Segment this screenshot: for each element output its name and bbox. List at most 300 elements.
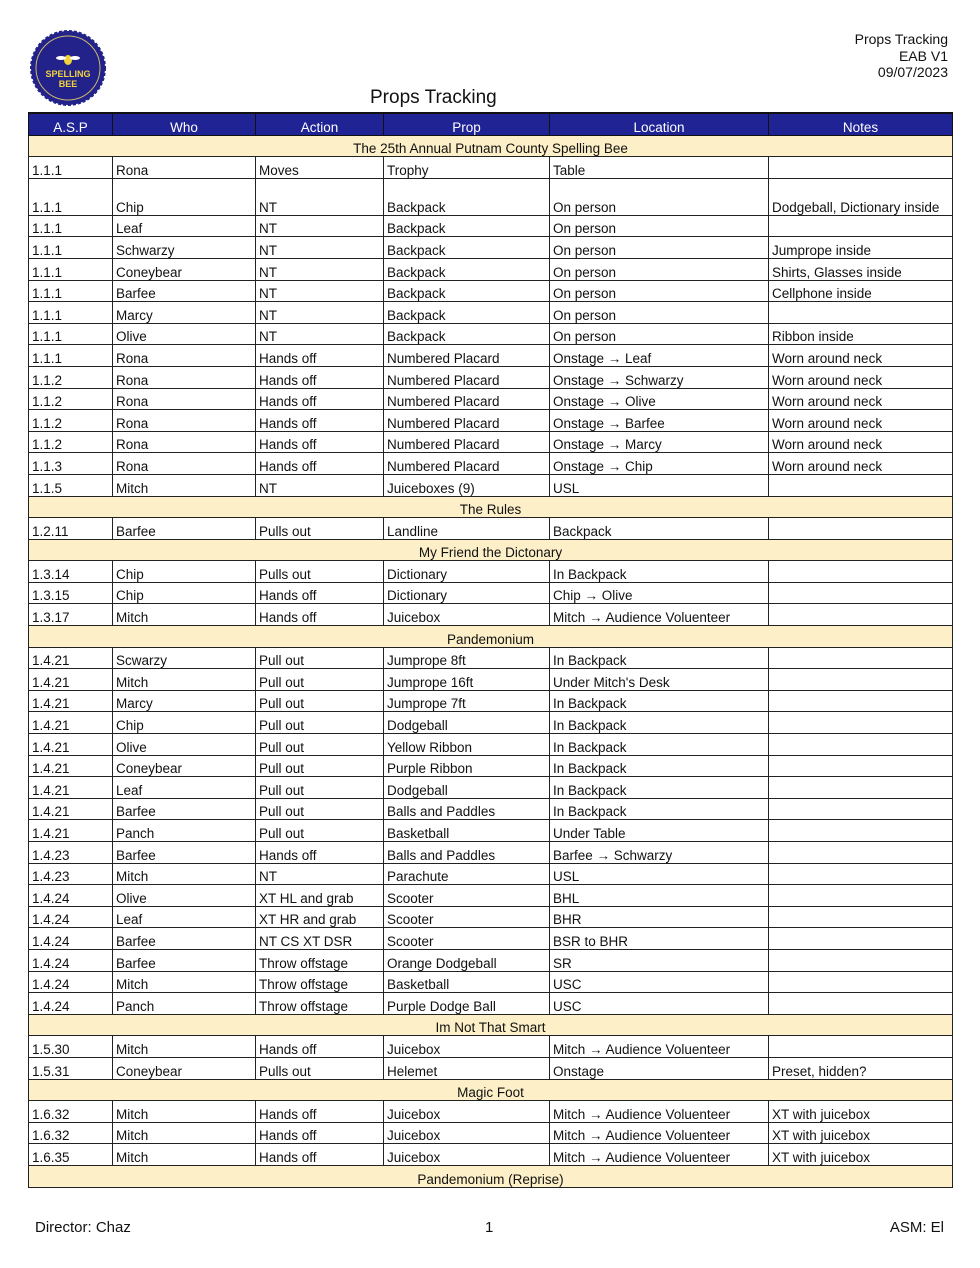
cell-location: USC <box>550 971 769 993</box>
cell-action: NT <box>256 474 384 496</box>
cell-notes <box>769 755 953 777</box>
cell-action: NT <box>256 215 384 237</box>
cell-action: XT HR and grab <box>256 906 384 928</box>
cell-who: Panch <box>113 820 256 842</box>
cell-action: Hands off <box>256 431 384 453</box>
table-row <box>29 1122 953 1144</box>
cell-location: Mitch → Audience Voluenteer <box>550 1122 769 1144</box>
cell-location: In Backpack <box>550 755 769 777</box>
cell-who: Olive <box>113 734 256 756</box>
section-title: My Friend the Dictonary <box>29 539 953 561</box>
cell-prop: Backpack <box>384 237 550 259</box>
cell-notes <box>769 712 953 734</box>
cell-action: Pull out <box>256 690 384 712</box>
cell-location: Chip → Olive <box>550 582 769 604</box>
table-row <box>29 178 953 215</box>
section-row <box>29 1165 953 1187</box>
cell-asp: 1.6.35 <box>29 1144 113 1166</box>
cell-prop: Backpack <box>384 280 550 302</box>
cell-notes <box>769 734 953 756</box>
cell-who: Leaf <box>113 906 256 928</box>
cell-action: Hands off <box>256 582 384 604</box>
table-row <box>29 863 953 885</box>
cell-prop: Scooter <box>384 928 550 950</box>
cell-action: NT <box>256 323 384 345</box>
cell-prop: Numbered Placard <box>384 345 550 367</box>
cell-notes <box>769 777 953 799</box>
cell-notes <box>769 582 953 604</box>
cell-action: Hands off <box>256 366 384 388</box>
cell-asp: 1.4.23 <box>29 863 113 885</box>
cell-asp: 1.1.2 <box>29 431 113 453</box>
cell-prop: Numbered Placard <box>384 388 550 410</box>
section-title: Magic Foot <box>29 1079 953 1101</box>
cell-asp: 1.1.1 <box>29 345 113 367</box>
cell-prop: Juicebox <box>384 1101 550 1123</box>
cell-who: Chip <box>113 561 256 583</box>
cell-location: Backpack <box>550 518 769 540</box>
cell-prop: Jumprope 16ft <box>384 669 550 691</box>
section-title: Pandemonium <box>29 626 953 648</box>
cell-notes <box>769 1036 953 1058</box>
cell-action: Pull out <box>256 777 384 799</box>
cell-who: Rona <box>113 345 256 367</box>
cell-action: NT <box>256 237 384 259</box>
table-row <box>29 842 953 864</box>
cell-who: Chip <box>113 178 256 215</box>
cell-asp: 1.4.21 <box>29 647 113 669</box>
cell-prop: Dodgeball <box>384 777 550 799</box>
cell-location: In Backpack <box>550 561 769 583</box>
cell-prop: Scooter <box>384 885 550 907</box>
cell-who: Coneybear <box>113 755 256 777</box>
cell-prop: Dictionary <box>384 582 550 604</box>
cell-notes: XT with juicebox <box>769 1101 953 1123</box>
cell-prop: Parachute <box>384 863 550 885</box>
cell-location: Mitch → Audience Voluenteer <box>550 1036 769 1058</box>
section-title: Im Not That Smart <box>29 1014 953 1036</box>
cell-action: Pull out <box>256 820 384 842</box>
cell-prop: Numbered Placard <box>384 410 550 432</box>
table-row <box>29 258 953 280</box>
section-row <box>29 626 953 648</box>
section-row <box>29 1079 953 1101</box>
cell-notes <box>769 157 953 179</box>
cell-who: Rona <box>113 388 256 410</box>
table-row <box>29 453 953 475</box>
cell-asp: 1.3.14 <box>29 561 113 583</box>
table-row <box>29 669 953 691</box>
cell-location: USC <box>550 993 769 1015</box>
cell-notes: Preset, hidden? <box>769 1057 953 1079</box>
table-row <box>29 366 953 388</box>
cell-asp: 1.5.31 <box>29 1057 113 1079</box>
cell-asp: 1.1.1 <box>29 280 113 302</box>
cell-action: XT HL and grab <box>256 885 384 907</box>
cell-notes <box>769 215 953 237</box>
table-row <box>29 993 953 1015</box>
cell-action: NT <box>256 258 384 280</box>
cell-action: NT CS XT DSR <box>256 928 384 950</box>
cell-location: USL <box>550 863 769 885</box>
cell-action: Pull out <box>256 798 384 820</box>
cell-asp: 1.2.11 <box>29 518 113 540</box>
cell-location: Onstage → Schwarzy <box>550 366 769 388</box>
cell-action: Pull out <box>256 669 384 691</box>
cell-notes <box>769 842 953 864</box>
table-row <box>29 1144 953 1166</box>
table-row <box>29 561 953 583</box>
cell-who: Barfee <box>113 518 256 540</box>
cell-who: Rona <box>113 366 256 388</box>
cell-prop: Jumprope 7ft <box>384 690 550 712</box>
cell-location: Under Table <box>550 820 769 842</box>
cell-location: Mitch → Audience Voluenteer <box>550 1144 769 1166</box>
cell-location: On person <box>550 178 769 215</box>
cell-action: Pulls out <box>256 561 384 583</box>
svg-text:BEE: BEE <box>58 79 78 89</box>
section-title: The 25th Annual Putnam County Spelling Bee <box>29 135 953 157</box>
footer-director: Director: Chaz <box>35 1219 131 1236</box>
cell-asp: 1.6.32 <box>29 1122 113 1144</box>
cell-prop: Juicebox <box>384 1144 550 1166</box>
cell-notes <box>769 604 953 626</box>
cell-asp: 1.1.1 <box>29 302 113 324</box>
cell-who: Mitch <box>113 1101 256 1123</box>
cell-asp: 1.1.1 <box>29 157 113 179</box>
table-row <box>29 410 953 432</box>
cell-notes: XT with juicebox <box>769 1122 953 1144</box>
cell-who: Mitch <box>113 604 256 626</box>
cell-who: Barfee <box>113 798 256 820</box>
cell-notes: Shirts, Glasses inside <box>769 258 953 280</box>
cell-asp: 1.4.21 <box>29 755 113 777</box>
table-row <box>29 604 953 626</box>
cell-location: BHL <box>550 885 769 907</box>
cell-location: On person <box>550 302 769 324</box>
cell-action: Hands off <box>256 388 384 410</box>
cell-asp: 1.1.1 <box>29 258 113 280</box>
cell-prop: Balls and Paddles <box>384 798 550 820</box>
cell-action: Hands off <box>256 1144 384 1166</box>
cell-prop: Juiceboxes (9) <box>384 474 550 496</box>
cell-notes <box>769 798 953 820</box>
cell-asp: 1.3.17 <box>29 604 113 626</box>
section-title: The Rules <box>29 496 953 518</box>
cell-notes <box>769 474 953 496</box>
cell-who: Rona <box>113 431 256 453</box>
cell-who: Coneybear <box>113 258 256 280</box>
cell-location: In Backpack <box>550 690 769 712</box>
cell-location: Under Mitch's Desk <box>550 669 769 691</box>
cell-asp: 1.1.2 <box>29 410 113 432</box>
section-row <box>29 135 953 157</box>
table-row <box>29 582 953 604</box>
cell-location: Onstage → Chip <box>550 453 769 475</box>
cell-action: Hands off <box>256 410 384 432</box>
cell-prop: Purple Ribbon <box>384 755 550 777</box>
cell-who: Chip <box>113 712 256 734</box>
cell-who: Mitch <box>113 863 256 885</box>
props-table <box>28 112 953 1188</box>
cell-location: Onstage → Marcy <box>550 431 769 453</box>
cell-notes <box>769 690 953 712</box>
cell-who: Olive <box>113 323 256 345</box>
cell-action: Hands off <box>256 1101 384 1123</box>
table-row <box>29 237 953 259</box>
cell-action: Throw offstage <box>256 971 384 993</box>
cell-notes: Worn around neck <box>769 345 953 367</box>
table-row <box>29 885 953 907</box>
cell-asp: 1.4.21 <box>29 712 113 734</box>
cell-who: Mitch <box>113 474 256 496</box>
table-row <box>29 1036 953 1058</box>
cell-asp: 1.4.21 <box>29 777 113 799</box>
cell-who: Leaf <box>113 215 256 237</box>
cell-notes <box>769 302 953 324</box>
cell-asp: 1.1.1 <box>29 237 113 259</box>
cell-who: Rona <box>113 410 256 432</box>
cell-asp: 1.4.21 <box>29 690 113 712</box>
cell-who: Rona <box>113 157 256 179</box>
cell-who: Mitch <box>113 1036 256 1058</box>
cell-prop: Numbered Placard <box>384 366 550 388</box>
table-row <box>29 215 953 237</box>
cell-prop: Backpack <box>384 323 550 345</box>
cell-location: Barfee → Schwarzy <box>550 842 769 864</box>
cell-location: In Backpack <box>550 647 769 669</box>
cell-who: Coneybear <box>113 1057 256 1079</box>
cell-asp: 1.1.3 <box>29 453 113 475</box>
cell-location: BHR <box>550 906 769 928</box>
cell-location: Onstage <box>550 1057 769 1079</box>
cell-who: Olive <box>113 885 256 907</box>
cell-asp: 1.3.15 <box>29 582 113 604</box>
cell-asp: 1.4.21 <box>29 734 113 756</box>
cell-location: BSR to BHR <box>550 928 769 950</box>
cell-who: Mitch <box>113 669 256 691</box>
col-location: Location <box>550 113 769 135</box>
cell-notes: Cellphone inside <box>769 280 953 302</box>
cell-location: Onstage → Olive <box>550 388 769 410</box>
cell-who: Mitch <box>113 1122 256 1144</box>
table-row <box>29 798 953 820</box>
table-row <box>29 280 953 302</box>
cell-location: SR <box>550 949 769 971</box>
cell-asp: 1.1.1 <box>29 215 113 237</box>
cell-action: Pulls out <box>256 1057 384 1079</box>
cell-asp: 1.4.21 <box>29 669 113 691</box>
cell-location: On person <box>550 215 769 237</box>
cell-action: NT <box>256 302 384 324</box>
cell-asp: 1.5.30 <box>29 1036 113 1058</box>
cell-action: NT <box>256 178 384 215</box>
table-row <box>29 647 953 669</box>
cell-asp: 1.6.32 <box>29 1101 113 1123</box>
col-who: Who <box>113 113 256 135</box>
table-row <box>29 928 953 950</box>
cell-asp: 1.4.21 <box>29 798 113 820</box>
cell-asp: 1.4.24 <box>29 906 113 928</box>
cell-action: Pull out <box>256 712 384 734</box>
cell-location: Mitch → Audience Voluenteer <box>550 1101 769 1123</box>
cell-notes <box>769 820 953 842</box>
cell-location: Mitch → Audience Voluenteer <box>550 604 769 626</box>
cell-notes: Worn around neck <box>769 431 953 453</box>
cell-action: NT <box>256 280 384 302</box>
cell-notes: Worn around neck <box>769 453 953 475</box>
cell-prop: Juicebox <box>384 1036 550 1058</box>
cell-prop: Numbered Placard <box>384 453 550 475</box>
table-row <box>29 474 953 496</box>
table-row <box>29 734 953 756</box>
cell-prop: Yellow Ribbon <box>384 734 550 756</box>
cell-prop: Orange Dodgeball <box>384 949 550 971</box>
cell-asp: 1.4.24 <box>29 971 113 993</box>
cell-prop: Trophy <box>384 157 550 179</box>
table-row <box>29 777 953 799</box>
table-row <box>29 323 953 345</box>
section-title: Pandemonium (Reprise) <box>29 1165 953 1187</box>
cell-who: Schwarzy <box>113 237 256 259</box>
cell-prop: Juicebox <box>384 1122 550 1144</box>
col-prop: Prop <box>384 113 550 135</box>
cell-prop: Numbered Placard <box>384 431 550 453</box>
cell-notes <box>769 949 953 971</box>
cell-asp: 1.1.1 <box>29 323 113 345</box>
cell-asp: 1.4.24 <box>29 928 113 950</box>
cell-asp: 1.4.21 <box>29 820 113 842</box>
cell-notes <box>769 647 953 669</box>
section-row <box>29 496 953 518</box>
cell-prop: Juicebox <box>384 604 550 626</box>
cell-notes: Worn around neck <box>769 366 953 388</box>
table-row <box>29 345 953 367</box>
table-row <box>29 906 953 928</box>
cell-action: Hands off <box>256 604 384 626</box>
cell-asp: 1.1.2 <box>29 388 113 410</box>
svg-text:SPELLING: SPELLING <box>45 69 91 79</box>
cell-action: Hands off <box>256 1122 384 1144</box>
cell-prop: Scooter <box>384 906 550 928</box>
cell-notes: Worn around neck <box>769 410 953 432</box>
cell-who: Rona <box>113 453 256 475</box>
cell-action: Pull out <box>256 734 384 756</box>
section-row <box>29 539 953 561</box>
table-row <box>29 388 953 410</box>
cell-prop: Backpack <box>384 178 550 215</box>
cell-notes <box>769 561 953 583</box>
cell-location: On person <box>550 280 769 302</box>
cell-notes <box>769 863 953 885</box>
table-row <box>29 949 953 971</box>
cell-asp: 1.4.23 <box>29 842 113 864</box>
cell-prop: Backpack <box>384 258 550 280</box>
cell-action: Pull out <box>256 647 384 669</box>
table-row <box>29 712 953 734</box>
doc-version: EAB V1 <box>898 47 948 64</box>
cell-notes: Worn around neck <box>769 388 953 410</box>
cell-notes <box>769 669 953 691</box>
cell-notes: Ribbon inside <box>769 323 953 345</box>
table-row <box>29 971 953 993</box>
cell-location: On person <box>550 237 769 259</box>
cell-location: USL <box>550 474 769 496</box>
cell-location: Onstage → Barfee <box>550 410 769 432</box>
cell-prop: Purple Dodge Ball <box>384 993 550 1015</box>
page-title: Props Tracking <box>370 87 497 108</box>
spelling-bee-logo <box>30 30 106 106</box>
cell-location: On person <box>550 323 769 345</box>
cell-prop: Backpack <box>384 302 550 324</box>
cell-action: Hands off <box>256 1036 384 1058</box>
cell-who: Marcy <box>113 690 256 712</box>
cell-prop: Basketball <box>384 971 550 993</box>
cell-prop: Helemet <box>384 1057 550 1079</box>
document-header <box>855 31 948 81</box>
table-row <box>29 1057 953 1079</box>
cell-asp: 1.4.24 <box>29 885 113 907</box>
table-row <box>29 755 953 777</box>
cell-action: Throw offstage <box>256 993 384 1015</box>
table-row <box>29 157 953 179</box>
cell-action: NT <box>256 863 384 885</box>
cell-action: Hands off <box>256 453 384 475</box>
cell-who: Barfee <box>113 928 256 950</box>
cell-prop: Landline <box>384 518 550 540</box>
cell-action: Pull out <box>256 755 384 777</box>
cell-who: Chip <box>113 582 256 604</box>
table-header-row <box>29 113 953 135</box>
cell-notes <box>769 518 953 540</box>
cell-notes: Dodgeball, Dictionary inside <box>769 178 953 215</box>
cell-action: Hands off <box>256 345 384 367</box>
cell-notes <box>769 993 953 1015</box>
doc-name: Props Tracking <box>854 31 948 47</box>
cell-location: In Backpack <box>550 712 769 734</box>
cell-notes: XT with juicebox <box>769 1144 953 1166</box>
col-asp: A.S.P <box>29 113 113 135</box>
table-row <box>29 518 953 540</box>
section-row <box>29 1014 953 1036</box>
col-action: Action <box>256 113 384 135</box>
cell-asp: 1.4.24 <box>29 993 113 1015</box>
cell-notes <box>769 885 953 907</box>
table-row <box>29 1101 953 1123</box>
cell-action: Throw offstage <box>256 949 384 971</box>
cell-who: Barfee <box>113 842 256 864</box>
table-row <box>29 820 953 842</box>
cell-location: Table <box>550 157 769 179</box>
cell-who: Barfee <box>113 280 256 302</box>
cell-asp: 1.1.5 <box>29 474 113 496</box>
footer-page-number: 1 <box>485 1219 494 1236</box>
cell-asp: 1.1.2 <box>29 366 113 388</box>
cell-location: On person <box>550 258 769 280</box>
cell-asp: 1.4.24 <box>29 949 113 971</box>
footer-asm: ASM: El <box>889 1219 944 1236</box>
cell-notes <box>769 906 953 928</box>
cell-prop: Balls and Paddles <box>384 842 550 864</box>
cell-location: In Backpack <box>550 734 769 756</box>
cell-notes <box>769 971 953 993</box>
cell-action: Hands off <box>256 842 384 864</box>
cell-who: Barfee <box>113 949 256 971</box>
cell-notes: Jumprope inside <box>769 237 953 259</box>
cell-location: In Backpack <box>550 777 769 799</box>
col-notes: Notes <box>769 113 953 135</box>
table-row <box>29 431 953 453</box>
